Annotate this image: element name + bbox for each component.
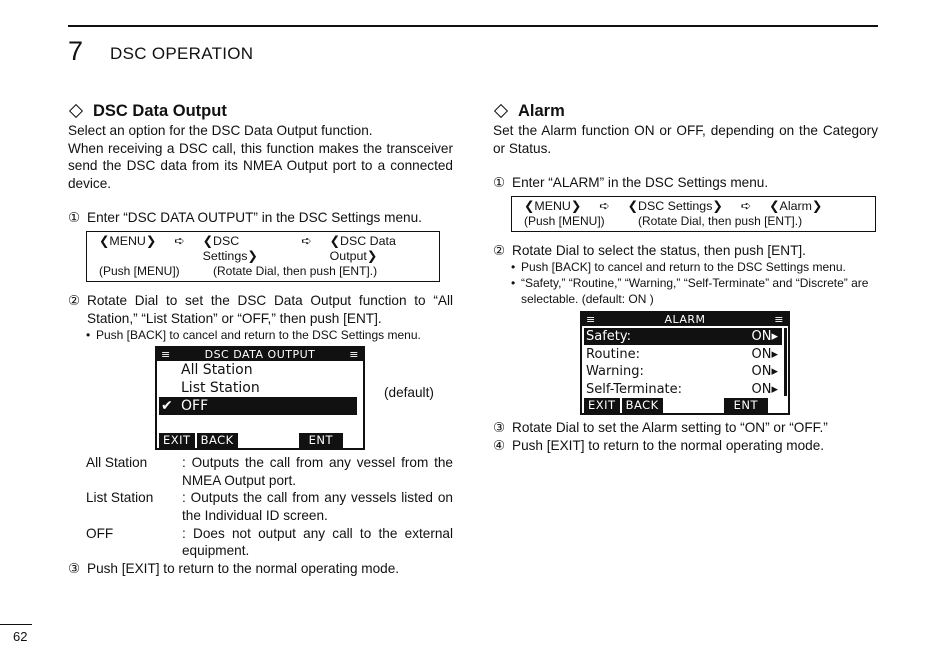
push-instruction: (Push [MENU]) (524, 213, 605, 228)
row-label: Safety: (586, 329, 632, 345)
row-value: ON▸ (751, 346, 778, 362)
definition-desc: : Does not output any call to the external equipment. (182, 525, 453, 559)
menu-icon: ≡ (774, 313, 784, 327)
menu-key: ❮MENU❯ (524, 198, 582, 213)
chapter-number: 7 (68, 36, 84, 66)
exit-softkey: EXIT (584, 398, 620, 413)
lcd-title: ALARM (664, 313, 706, 327)
diamond-bullet-icon (69, 104, 83, 118)
step-3 (68, 560, 453, 578)
row-label: Self-Terminate: (586, 381, 683, 397)
lcd-screen (155, 346, 365, 450)
row-label: Routine: (586, 346, 640, 362)
step-text: Rotate Dial to set the DSC Data Output function to “All Station,” “List Station” or “OFF,” then push [ENT]. (87, 292, 453, 326)
menu-key: ❮DSC Settings❯ (202, 233, 258, 263)
step-text: Rotate Dial to select the status, then push [ENT]. (512, 242, 806, 258)
rotate-instruction: (Rotate Dial, then push [ENT].) (638, 213, 803, 228)
definition-term: OFF (86, 525, 114, 541)
definition-row (86, 489, 453, 524)
lcd-option-label: OFF (181, 398, 209, 415)
step-number: ② (68, 292, 81, 308)
menu-key: ❮DSC Data Output❯ (329, 233, 396, 263)
row-value: ON▸ (751, 364, 778, 380)
definition-row (86, 525, 453, 560)
default-label: (default) (384, 385, 434, 401)
lcd-option: List Station (181, 380, 260, 397)
menu-key: ❮Alarm❯ (769, 198, 823, 213)
lcd-row (586, 346, 778, 364)
menu-icon: ≡ (349, 347, 359, 361)
footer-rule (0, 624, 32, 625)
lcd-scrollbar (784, 328, 787, 396)
step-1 (493, 174, 878, 192)
row-value: ON▸ (751, 329, 778, 345)
lcd-title: DSC DATA OUTPUT (204, 347, 316, 361)
lcd-title-bar (582, 313, 788, 326)
step-number: ③ (493, 420, 506, 436)
step-number: ④ (493, 437, 506, 453)
lcd-row (586, 381, 778, 399)
step-number: ① (493, 175, 506, 191)
definition-desc: : Outputs the call from any vessels listed on the Individual ID screen. (182, 490, 453, 523)
lcd-title-bar (157, 348, 363, 361)
step-number: ② (493, 242, 506, 258)
lcd-option-selected (159, 397, 357, 415)
step-text: Push [EXIT] to return to the normal operating mode. (512, 437, 825, 453)
menu-icon: ≡ (586, 313, 596, 327)
menu-path-box (511, 196, 876, 232)
exit-softkey: EXIT (159, 433, 195, 448)
arrow-icon: ➪ (301, 233, 312, 248)
back-softkey: BACK (197, 433, 238, 448)
definition-desc: : Outputs the call from any vessel from the NMEA Output port. (182, 455, 453, 488)
check-icon: ✔ (161, 398, 173, 415)
push-instruction: (Push [MENU]) (99, 263, 180, 278)
step-number: ③ (68, 560, 81, 576)
lcd-screen (580, 311, 790, 415)
ent-softkey: ENT (724, 398, 768, 413)
ent-softkey: ENT (299, 433, 343, 448)
lcd-softkeys (582, 398, 788, 413)
arrow-icon: ➪ (740, 198, 752, 213)
step-2 (68, 292, 453, 327)
bullet-text: Push [BACK] to cancel and return to the DSC Settings menu. (521, 260, 846, 275)
bullet-text: “Safety,” “Routine,” “Warning,” “Self-Terminate” and “Discrete” are selectable. (default: ON ) (521, 276, 869, 307)
chapter-title: DSC OPERATION (110, 44, 254, 63)
step-text: Push [EXIT] to return to the normal operating mode. (87, 560, 400, 576)
definition-row (86, 454, 453, 489)
intro-text: Set the Alarm function ON or OFF, depending on the Category or Status. (493, 123, 878, 156)
step-text: Enter “ALARM” in the DSC Settings menu. (512, 175, 769, 191)
step-text: Rotate Dial to set the Alarm setting to “ON” or “OFF.” (512, 420, 828, 436)
section-heading (493, 100, 878, 122)
section-heading (68, 100, 453, 122)
step-2 (493, 242, 878, 260)
lcd-rows (586, 328, 778, 398)
right-column (493, 100, 878, 455)
step-4 (493, 437, 878, 455)
page-number: 62 (13, 629, 28, 644)
arrow-icon: ➪ (599, 198, 610, 213)
back-softkey: BACK (622, 398, 663, 413)
step-text: Enter “DSC DATA OUTPUT” in the DSC Settings menu. (87, 210, 422, 226)
lcd-softkeys (157, 433, 363, 448)
section-title: DSC Data Output (93, 102, 227, 120)
lcd-row (586, 328, 778, 346)
menu-path-box (86, 231, 440, 282)
definition-list (86, 454, 453, 560)
header-rule (68, 25, 878, 27)
left-column (68, 100, 453, 577)
step-1 (68, 209, 453, 227)
diamond-bullet-icon (494, 104, 508, 118)
step-number: ① (68, 210, 81, 226)
row-label: Warning: (586, 364, 644, 380)
definition-term: List Station (86, 490, 154, 506)
lcd-row (586, 363, 778, 381)
menu-key: ❮DSC Settings❯ (627, 198, 723, 213)
rotate-instruction: (Rotate Dial, then push [ENT].) (213, 263, 378, 278)
bullet-text: Push [BACK] to cancel and return to the DSC Settings menu. (96, 328, 421, 343)
intro-text: Select an option for the DSC Data Output function. (68, 123, 373, 138)
bullet-item: • Push [BACK] to cancel and return to the DSC Settings menu. (511, 260, 846, 275)
menu-key: ❮MENU❯ (99, 233, 157, 248)
row-value: ON▸ (751, 381, 778, 397)
bullet-item: • “Safety,” “Routine,” “Warning,” “Self-Terminate” and “Discrete” are selectable. (default: ON ) (511, 275, 878, 307)
lcd-option: All Station (181, 362, 253, 379)
bullet-item: • Push [BACK] to cancel and return to the DSC Settings menu. (86, 328, 421, 343)
intro-text: When receiving a DSC call, this function makes the transceiver send the DSC data from its NMEA Output port to a connected device. (68, 140, 453, 191)
arrow-icon: ➪ (174, 233, 185, 248)
step-3 (493, 419, 878, 437)
definition-term: All Station (86, 455, 148, 471)
section-title: Alarm (518, 102, 565, 120)
menu-icon: ≡ (161, 347, 171, 361)
